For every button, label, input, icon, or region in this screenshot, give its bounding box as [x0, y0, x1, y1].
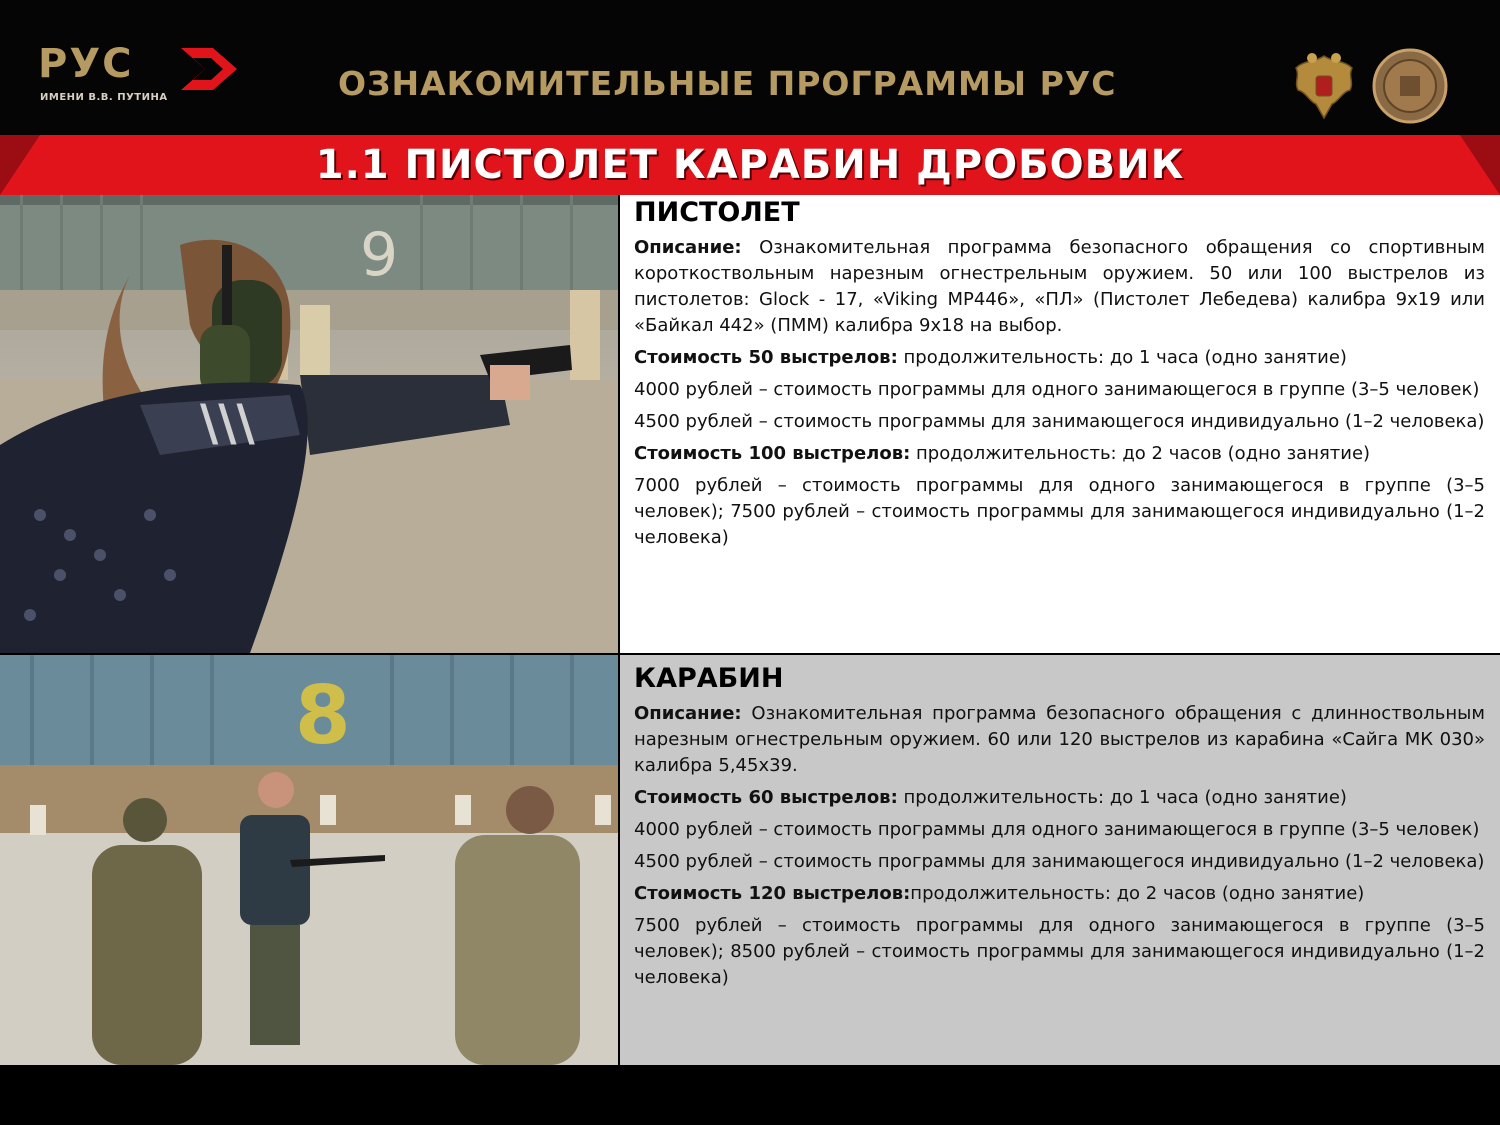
logo-subtitle: ИМЕНИ В.В. ПУТИНА [40, 92, 168, 103]
coat-of-arms-icon [1286, 48, 1362, 126]
pistol-cost2-prices: 7000 рублей – стоимость программы для одного занимающегося в группе (3–5 человек); 7500 рублей – стоимость программы для занимающегося индивидуально (1–2 человека) [634, 475, 1485, 548]
pistol-section [620, 195, 1500, 653]
cost-duration: продолжительность: до 1 часа (одно занятие) [903, 787, 1347, 808]
logo-arrow-icon [173, 44, 253, 94]
logo-text: РУС [38, 41, 134, 87]
carbine-cost1-group: 4000 рублей – стоимость программы для одного занимающегося в группе (3–5 человек) [634, 819, 1480, 840]
pistol-description [634, 235, 1485, 339]
range-number-8: 8 [295, 669, 351, 762]
section-title: 1.1 ПИСТОЛЕТ КАРАБИН ДРОБОВИК [315, 142, 1185, 188]
pistol-photo [0, 195, 618, 653]
carbine-cost1-individual: 4500 рублей – стоимость программы для занимающегося индивидуально (1–2 человека) [634, 851, 1485, 872]
pistol-cost1 [634, 345, 1485, 371]
pistol-cost1-individual: 4500 рублей – стоимость программы для занимающегося индивидуально (1–2 человека) [634, 411, 1485, 432]
description-text: Ознакомительная программа безопасного обращения со спортивным короткоствольным нарезным огнестрельным оружием. 50 или 100 выстрелов из пистолетов: Glock - 17, «Viking МР446», «ПЛ» (Пистолет Лебедева) калибра 9х19 или «Байкал 442» (ПММ) калибра 9х18 на выбор. [634, 237, 1485, 336]
description-label: Описание: [634, 237, 742, 258]
carbine-description [634, 701, 1485, 779]
logo [38, 42, 268, 112]
cost-label: Стоимость 120 выстрелов: [634, 883, 911, 904]
carbine-cost2-prices: 7500 рублей – стоимость программы для одного занимающегося в группе (3–5 человек); 8500 рублей – стоимость программы для занимающегося индивидуально (1–2 человека) [634, 915, 1485, 988]
cost-duration: продолжительность: до 1 часа (одно занятие) [903, 347, 1347, 368]
cost-label: Стоимость 100 выстрелов: [634, 443, 911, 464]
carbine-cost1 [634, 785, 1485, 811]
carbine-section [620, 655, 1500, 1065]
carbine-photo-illustration [0, 655, 618, 1065]
range-number-9: 9 [360, 220, 399, 290]
carbine-photo [0, 655, 618, 1065]
bottom-bar [0, 1065, 1500, 1125]
cost-label: Стоимость 50 выстрелов: [634, 347, 898, 368]
header [0, 0, 1500, 135]
seal-icon [1372, 48, 1448, 124]
page-title: ОЗНАКОМИТЕЛЬНЫЕ ПРОГРАММЫ РУС [338, 64, 1117, 103]
description-text: Ознакомительная программа безопасного обращения с длинноствольным нарезным огнестрельным оружием. 60 или 120 выстрелов из карабина «Сайга МК 030» калибра 5,45х39. [634, 703, 1485, 776]
carbine-title: КАРАБИН [634, 663, 784, 694]
pistol-cost1-group: 4000 рублей – стоимость программы для одного занимающегося в группе (3–5 человек) [634, 379, 1480, 400]
cost-duration: продолжительность: до 2 часов (одно занятие) [916, 443, 1371, 464]
shirt-print: \\\ [200, 394, 255, 452]
pistol-cost2 [634, 441, 1485, 467]
cost-label: Стоимость 60 выстрелов: [634, 787, 898, 808]
carbine-cost2 [634, 881, 1485, 907]
pistol-photo-illustration [0, 195, 618, 653]
description-label: Описание: [634, 703, 742, 724]
cost-duration: продолжительность: до 2 часов (одно занятие) [910, 883, 1365, 904]
pistol-title: ПИСТОЛЕТ [634, 197, 800, 228]
